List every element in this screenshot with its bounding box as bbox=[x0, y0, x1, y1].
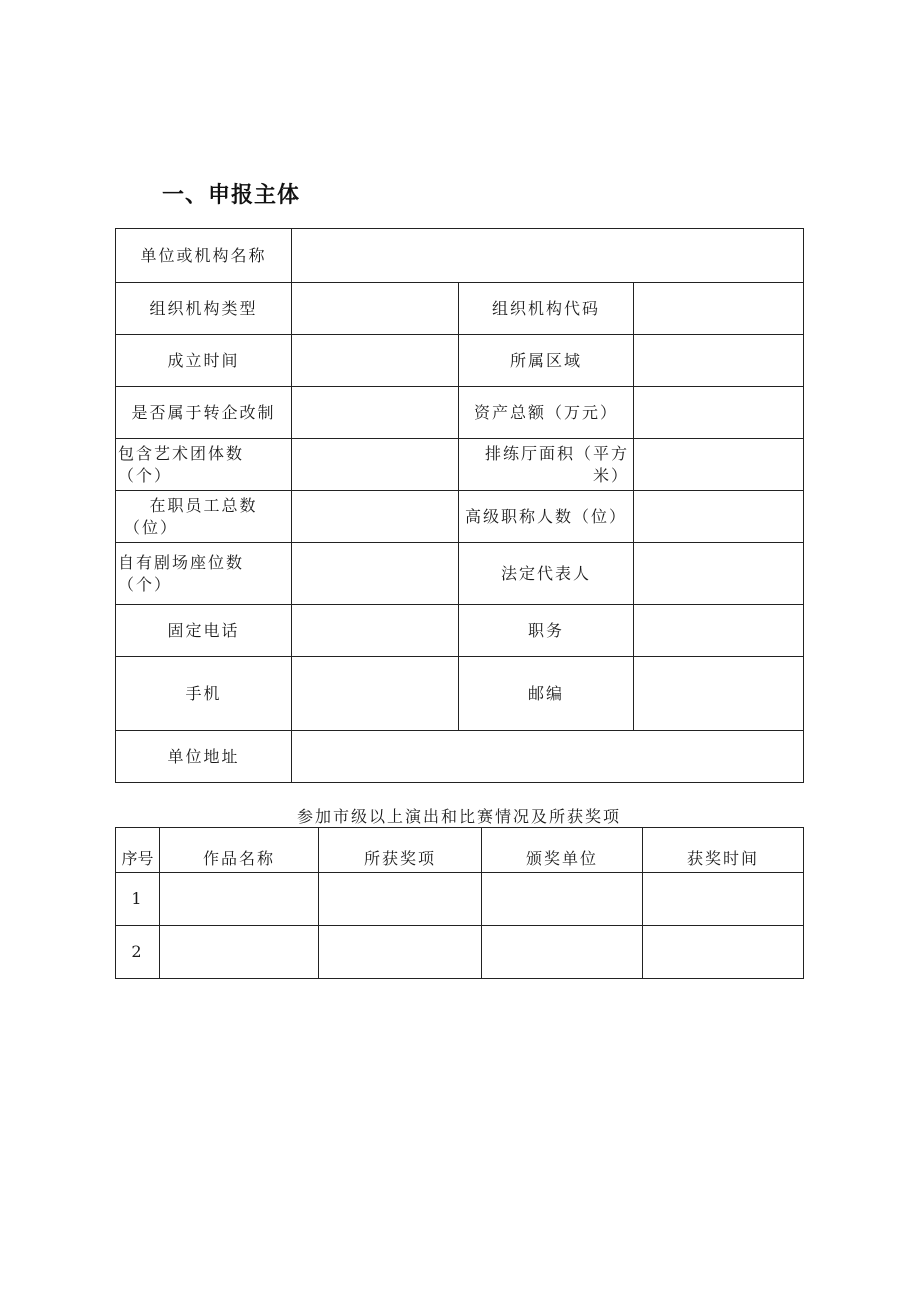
awarding-unit-cell[interactable] bbox=[482, 873, 643, 926]
troupes-count-field[interactable] bbox=[292, 439, 459, 491]
seats-count-label-line2: （个） bbox=[118, 574, 173, 594]
section-title: 一、申报主体 bbox=[162, 183, 301, 208]
unit-name-label: 单位或机构名称 bbox=[116, 229, 292, 283]
troupes-count-label-line2: （个） bbox=[118, 465, 173, 485]
unit-name-field[interactable] bbox=[292, 229, 804, 283]
senior-title-field[interactable] bbox=[634, 491, 804, 543]
legal-rep-label: 法定代表人 bbox=[459, 543, 634, 605]
row-number: 1 bbox=[116, 873, 160, 926]
position-field[interactable] bbox=[634, 605, 804, 657]
work-name-cell[interactable] bbox=[160, 873, 319, 926]
rehearsal-area-label bbox=[459, 439, 634, 491]
legal-rep-field[interactable] bbox=[634, 543, 804, 605]
address-label: 单位地址 bbox=[116, 731, 292, 783]
org-type-label: 组织机构类型 bbox=[116, 283, 292, 335]
founded-field[interactable] bbox=[292, 335, 459, 387]
address-field[interactable] bbox=[292, 731, 804, 783]
award-date-cell[interactable] bbox=[643, 926, 804, 979]
table-row bbox=[116, 873, 804, 926]
mobile-field[interactable] bbox=[292, 657, 459, 731]
header-award-date: 获奖时间 bbox=[643, 828, 804, 873]
phone-label: 固定电话 bbox=[116, 605, 292, 657]
region-field[interactable] bbox=[634, 335, 804, 387]
troupes-count-label-line1: 包含艺术团体数 bbox=[118, 443, 245, 463]
seats-count-field[interactable] bbox=[292, 543, 459, 605]
award-cell[interactable] bbox=[319, 873, 482, 926]
table-row bbox=[116, 926, 804, 979]
senior-title-label: 高级职称人数（位） bbox=[459, 491, 634, 543]
rehearsal-area-field[interactable] bbox=[634, 439, 804, 491]
awards-table bbox=[115, 827, 804, 979]
staff-count-label bbox=[116, 491, 292, 543]
rehearsal-area-label-line1: 排练厅面积（平方 bbox=[484, 443, 629, 463]
award-cell[interactable] bbox=[319, 926, 482, 979]
applicant-info-table bbox=[115, 228, 804, 783]
enterprise-reform-field[interactable] bbox=[292, 387, 459, 439]
awards-caption: 参加市级以上演出和比赛情况及所获奖项 bbox=[296, 807, 621, 826]
awarding-unit-cell[interactable] bbox=[482, 926, 643, 979]
phone-field[interactable] bbox=[292, 605, 459, 657]
header-awarding-unit: 颁奖单位 bbox=[482, 828, 643, 873]
org-code-field[interactable] bbox=[634, 283, 804, 335]
staff-count-field[interactable] bbox=[292, 491, 459, 543]
rehearsal-area-label-line2: 米） bbox=[592, 465, 629, 485]
founded-label: 成立时间 bbox=[116, 335, 292, 387]
row-number: 2 bbox=[116, 926, 160, 979]
troupes-count-label bbox=[116, 439, 292, 491]
postcode-label: 邮编 bbox=[459, 657, 634, 731]
header-work-name: 作品名称 bbox=[160, 828, 319, 873]
staff-count-label-line2: （位） bbox=[124, 517, 179, 537]
total-assets-field[interactable] bbox=[634, 387, 804, 439]
region-label: 所属区域 bbox=[459, 335, 634, 387]
mobile-label: 手机 bbox=[116, 657, 292, 731]
position-label: 职务 bbox=[459, 605, 634, 657]
seats-count-label-line1: 自有剧场座位数 bbox=[118, 552, 245, 572]
header-no: 序号 bbox=[116, 828, 160, 873]
total-assets-label: 资产总额（万元） bbox=[459, 387, 634, 439]
org-type-field[interactable] bbox=[292, 283, 459, 335]
seats-count-label bbox=[116, 543, 292, 605]
org-code-label: 组织机构代码 bbox=[459, 283, 634, 335]
postcode-field[interactable] bbox=[634, 657, 804, 731]
staff-count-label-line1: 在职员工总数 bbox=[149, 495, 258, 515]
work-name-cell[interactable] bbox=[160, 926, 319, 979]
award-date-cell[interactable] bbox=[643, 873, 804, 926]
enterprise-reform-label: 是否属于转企改制 bbox=[116, 387, 292, 439]
header-award: 所获奖项 bbox=[319, 828, 482, 873]
